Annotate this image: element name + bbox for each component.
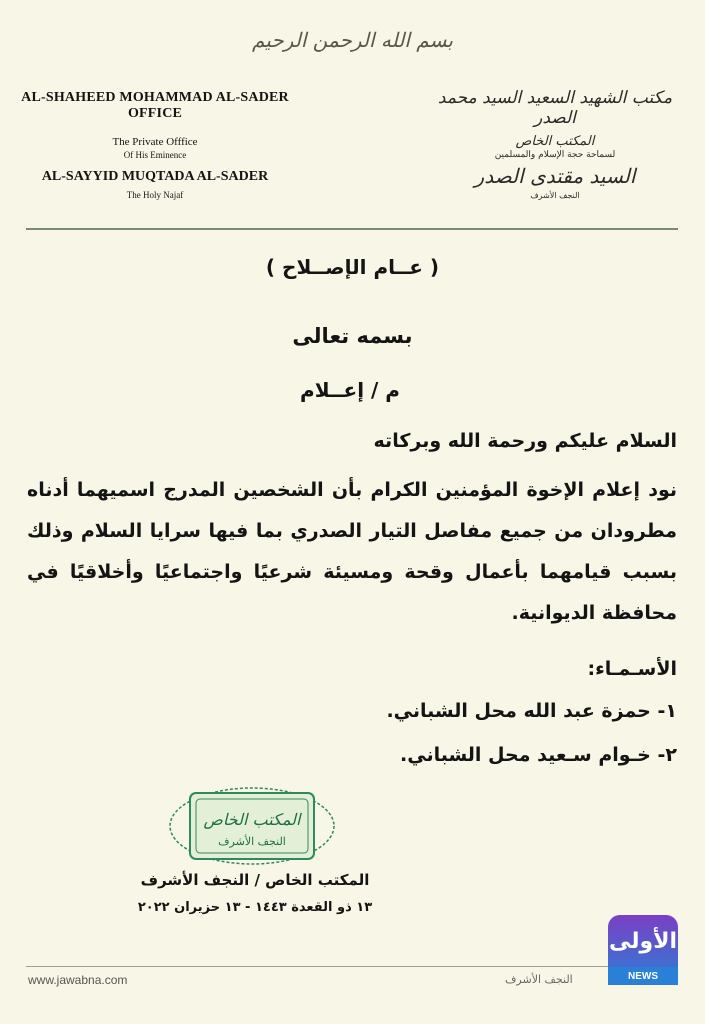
watermark-arabic: الأولى [608, 929, 678, 954]
english-najaf: The Holy Najaf [126, 190, 184, 200]
seal-line-2: النجف الأشرف [218, 835, 286, 848]
english-office-name: AL-SHAHEED MOHAMMAD AL-SADER OFFICE [21, 90, 289, 121]
greeting: السلام عليكم ورحمة الله وبركاته [373, 430, 677, 452]
reference-subject: م / إعــلام [300, 378, 400, 402]
signature-office: المكتب الخاص / النجف الأشرف [140, 871, 370, 889]
arabic-letterhead [425, 88, 685, 200]
seal-line-1: المكتب الخاص [203, 810, 301, 829]
arabic-eminence: لسماحة حجة الإسلام والمسلمين [494, 150, 616, 160]
footer-divider [26, 966, 678, 967]
office-seal [168, 785, 336, 867]
footer-arabic: النجف الأشرف [505, 973, 573, 986]
signature-date: ١٣ ذو القعدة ١٤٤٣ - ١٣ حزيران ٢٠٢٢ [137, 900, 373, 915]
arabic-sayyid-name: السيد مقتدى الصدر [474, 164, 636, 188]
website-link[interactable]: www.jawabna.com [28, 973, 128, 987]
arabic-office-name: مكتب الشهيد السعيد السيد محمد الصدر [437, 88, 673, 128]
watermark-news: NEWS [628, 971, 658, 982]
english-eminence: Of His Eminence [123, 150, 187, 160]
arabic-najaf: النجف الأشرف [530, 191, 580, 200]
english-sayyid-name: AL-SAYYID MUQTADA AL-SADER [41, 169, 269, 184]
header-divider [26, 228, 678, 230]
english-letterhead [20, 90, 290, 200]
name-item-2: ٢- خـوام سـعيد محل الشباني. [400, 744, 677, 766]
names-label: الأسـمـاء: [587, 658, 677, 680]
english-private-office: The Private Offfice [112, 136, 198, 148]
name-item-1: ١- حمزة عبد الله محل الشباني. [386, 700, 677, 722]
year-title: ( عــام الإصــلاح ) [265, 255, 440, 279]
bismihi: بسمه تعالى [292, 324, 413, 348]
letter-body: نود إعلام الإخوة المؤمنين الكرام بأن الشخصين المدرج اسميهما أدناه مطرودان من جميع مفاصل التيار الصدري بما فيها سرايا السلام وذلك بسبب قيامهما بأعمال وقحة ومسيئة شرعيًا واجتماعيًا وأخلاقيًا في محافظة الديوانية. [27, 479, 677, 624]
news-watermark-logo [608, 915, 678, 985]
basmala: بسم الله الرحمن الرحيم [251, 28, 453, 52]
arabic-private-office: المكتب الخاص [515, 134, 595, 149]
